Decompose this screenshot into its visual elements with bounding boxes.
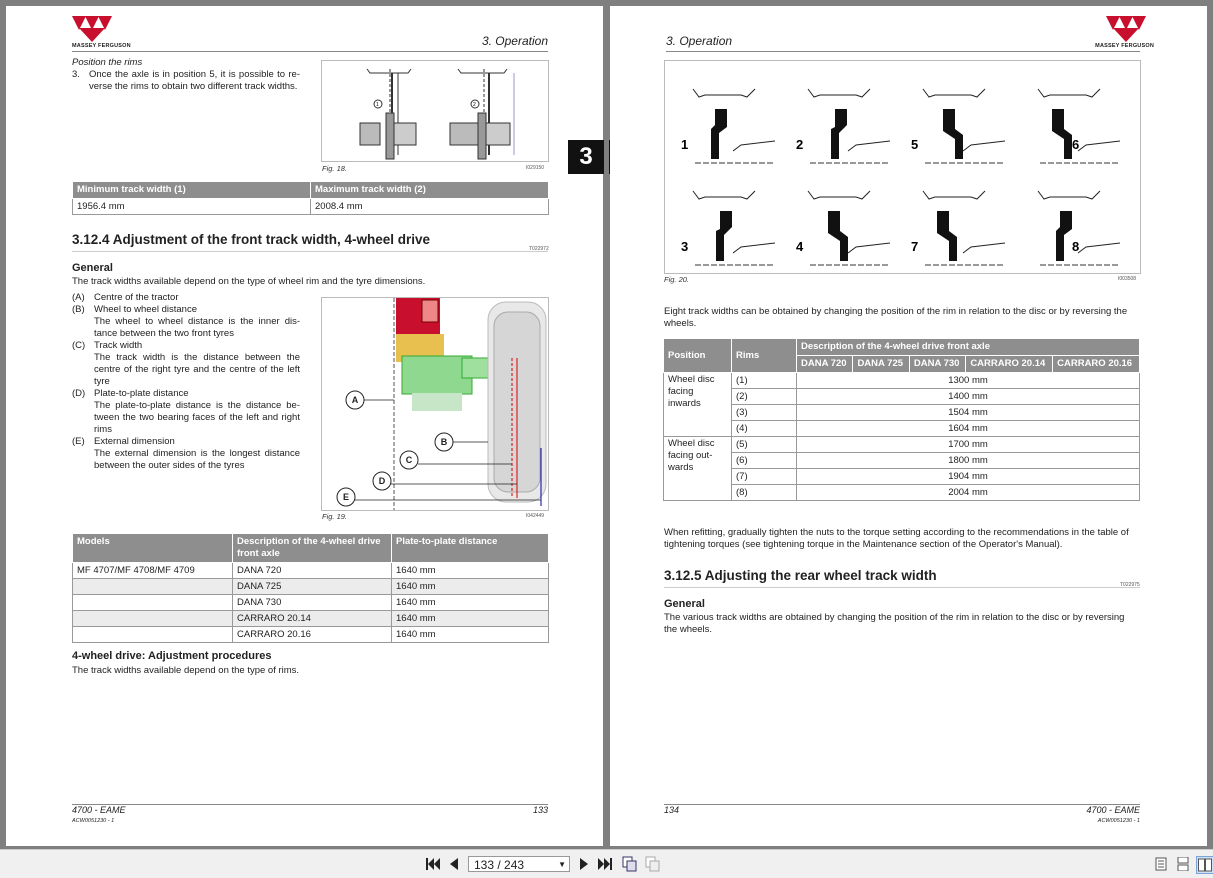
legend-term: Centre of the tractor (94, 292, 179, 303)
cell-axle: CARRARO 20.16 (233, 627, 392, 643)
general-text: The track widths available depend on the type of wheel rim and the tyre dimensions. (72, 276, 426, 287)
footer-rule (664, 804, 1140, 805)
rim-position-label: 7 (911, 239, 919, 254)
header-dana-725: DANA 725 (853, 356, 909, 373)
header-dana-720: DANA 720 (797, 356, 853, 373)
page-133 (6, 6, 603, 846)
last-page-button[interactable] (597, 856, 613, 872)
header-min-track: Minimum track width (1) (73, 182, 311, 199)
legend-item (72, 304, 300, 316)
cell-track: 1700 mm (797, 437, 1140, 453)
cell-axle: DANA 725 (233, 579, 392, 595)
header-rims: Rims (732, 339, 797, 373)
legend-term: Plate-to-plate distance (94, 388, 189, 399)
first-page-button[interactable] (425, 856, 441, 872)
legend-key: (D) (72, 388, 86, 399)
table-row (664, 405, 1140, 421)
fig18-marker-2: 2 (473, 102, 476, 108)
front-axle-illustration (322, 298, 548, 510)
figure-18 (321, 60, 549, 162)
cell-model: MF 4707/MF 4708/MF 4709 (73, 563, 233, 579)
max-track-value: 2008.4 mm (311, 199, 549, 215)
fig19-label-b: B (440, 437, 448, 447)
rim-position-3 (681, 191, 775, 265)
table-row (664, 437, 1140, 453)
header-axle-description: Description of the 4-wheel drive front axle (233, 534, 392, 563)
massey-ferguson-logo (1084, 16, 1154, 49)
legend-key: (A) (72, 292, 85, 303)
general-title: General (664, 598, 705, 610)
cell-track: 1300 mm (797, 373, 1140, 389)
rim-position-1 (681, 89, 775, 163)
cell-rim: (7) (732, 469, 797, 485)
legend-desc (72, 400, 300, 436)
cell-distance: 1640 mm (392, 595, 549, 611)
fig20-id: I003508 (1118, 276, 1137, 282)
fig19-label-c: C (405, 455, 413, 465)
cell-rim: (1) (732, 373, 797, 389)
rim-position-label: 8 (1072, 239, 1080, 254)
fig19-label-d: D (378, 476, 386, 486)
rim-position-7 (911, 191, 1005, 265)
continuous-icon (1177, 857, 1189, 871)
fig18-id: I029150 (526, 165, 545, 171)
table-row (73, 199, 549, 215)
brand-name: MASSEY FERGUSON (72, 43, 131, 49)
copy-icon (622, 856, 638, 872)
general-text: The various track widths are obtained by changing the position of the rim in relation to the disc or by reversing the wheels. (664, 612, 1125, 635)
legend-desc (72, 316, 300, 340)
footer-page-number: 133 (532, 805, 548, 815)
rim-position-6 (1038, 89, 1120, 163)
section-title-3-12-5: 3.12.5 Adjusting the rear wheel track width (664, 568, 937, 583)
fig19-caption: Fig. 19. (322, 512, 348, 521)
footer-code: ACW0051230 - 1 (72, 818, 115, 824)
chevron-down-icon: ▼ (558, 860, 566, 869)
models-table (72, 533, 549, 643)
link-icon (645, 856, 661, 872)
copy-button[interactable] (622, 856, 638, 872)
prev-page-button[interactable] (446, 856, 462, 872)
cell-model (73, 579, 233, 595)
table-row (664, 469, 1140, 485)
cell-axle: DANA 720 (233, 563, 392, 579)
legend-key: (E) (72, 436, 85, 447)
section-id: T022975 (1120, 582, 1140, 588)
intro-text: Eight track widths can be obtained by changing the position of the rim in relation to the disc or by reversing the wheels. (664, 306, 1128, 329)
cell-distance: 1640 mm (392, 563, 549, 579)
legend-description: The wheel to wheel distance is the inner dis-tance between the two front tyres (94, 316, 300, 339)
table-row (664, 389, 1140, 405)
rim-position-4 (796, 191, 890, 265)
header-models: Models (73, 534, 233, 563)
track-width-table (72, 181, 549, 215)
fig18-caption: Fig. 18. (322, 164, 348, 173)
rim-position-label: 6 (1072, 137, 1080, 152)
section-title-3-12-4: 3.12.4 Adjustment of the front track width, 4-wheel drive (72, 232, 431, 247)
header-max-track: Maximum track width (2) (311, 182, 549, 199)
footer-rule (72, 804, 548, 805)
link-button[interactable] (645, 856, 661, 872)
legend-description: The external dimension is the longest distance between the outer sides of the tyres (94, 448, 300, 471)
chapter-title: 3. Operation (481, 34, 548, 48)
rim-position-label: 4 (796, 239, 804, 254)
legend-item (72, 436, 300, 448)
section-id: T022972 (529, 246, 549, 252)
group-outwards: Wheel disc facing out-wards (664, 437, 732, 501)
min-track-value: 1956.4 mm (73, 199, 311, 215)
table-header-row (73, 534, 549, 563)
cell-distance: 1640 mm (392, 579, 549, 595)
two-page-icon (1198, 858, 1212, 872)
fig18-marker-1: 1 (376, 102, 379, 108)
two-page-view-button[interactable] (1196, 856, 1213, 874)
header-axle-group: Description of the 4-wheel drive front axle (797, 339, 1140, 356)
continuous-view-button[interactable] (1175, 856, 1191, 872)
mf-triple-triangle-icon (72, 16, 112, 42)
fig20-caption: Fig. 20. (664, 275, 690, 284)
legend-term: External dimension (94, 436, 175, 447)
next-page-icon (579, 858, 589, 870)
table-row (664, 485, 1140, 501)
header-carraro-20-14: CARRARO 20.14 (966, 356, 1053, 373)
cell-rim: (3) (732, 405, 797, 421)
single-page-view-button[interactable] (1153, 856, 1169, 872)
dimension-legend (72, 292, 300, 472)
table-header-row (664, 339, 1140, 356)
table-row (73, 611, 549, 627)
cell-track: 1400 mm (797, 389, 1140, 405)
table-row (73, 579, 549, 595)
legend-key: (B) (72, 304, 85, 315)
section-rule (664, 587, 1140, 588)
cell-rim: (4) (732, 421, 797, 437)
cell-track: 1604 mm (797, 421, 1140, 437)
cell-axle: DANA 730 (233, 595, 392, 611)
cell-model (73, 611, 233, 627)
fig19-label-a: A (351, 395, 359, 405)
legend-desc (72, 448, 300, 472)
legend-term: Track width (94, 340, 143, 351)
rim-position-label: 3 (681, 239, 689, 254)
footer-code: ACW0051230 - 1 (1097, 818, 1140, 824)
rim-diagram-illustration (322, 61, 548, 161)
step-3 (72, 69, 300, 93)
header-carraro-20-16: CARRARO 20.16 (1053, 356, 1140, 373)
header-dana-730: DANA 730 (909, 356, 965, 373)
cell-track: 2004 mm (797, 485, 1140, 501)
refit-text: When refitting, gradually tighten the nuts to the torque setting according to the recommendations in the table of tightening torques (see tightening torque in the Maintenance section of the Operator's Manual). (664, 527, 1129, 550)
intro-title: Position the rims (72, 57, 143, 68)
rim-position-8 (1038, 191, 1120, 265)
first-page-icon (426, 858, 440, 870)
table-row (73, 563, 549, 579)
legend-desc (72, 352, 300, 388)
cell-rim: (8) (732, 485, 797, 501)
rim-position-2 (796, 89, 890, 163)
fig19-label-e: E (342, 492, 350, 502)
cell-track: 1800 mm (797, 453, 1140, 469)
footer-page-number: 134 (664, 805, 680, 815)
cell-rim: (6) (732, 453, 797, 469)
table-header-row (73, 182, 549, 199)
table-row (664, 453, 1140, 469)
procedures-text: The track widths available depend on the type of rims. (72, 665, 300, 676)
last-page-icon (598, 858, 612, 870)
header-position: Position (664, 339, 732, 373)
table-row (664, 373, 1140, 389)
cell-rim: (2) (732, 389, 797, 405)
prev-page-icon (449, 858, 459, 870)
page-number-input[interactable] (468, 856, 570, 872)
general-title: General (72, 262, 113, 274)
step-text: Once the axle is in position 5, it is possible to re-verse the rims to obtain two different track widths. (89, 69, 300, 92)
page-134 (610, 6, 1207, 846)
cell-model (73, 627, 233, 643)
table-row (664, 421, 1140, 437)
legend-term: Wheel to wheel distance (94, 304, 197, 315)
legend-item (72, 292, 300, 304)
cell-track: 1904 mm (797, 469, 1140, 485)
rim-position-5 (911, 89, 1005, 163)
header-rule (72, 51, 548, 52)
legend-item (72, 340, 300, 352)
cell-model (73, 595, 233, 611)
footer-model: 4700 - EAME (72, 805, 126, 815)
chapter-title: 3. Operation (666, 34, 733, 48)
legend-item (72, 388, 300, 400)
procedures-title: 4-wheel drive: Adjustment procedures (72, 650, 272, 662)
fig19-id: I042449 (526, 513, 545, 519)
legend-key: (C) (72, 340, 86, 351)
legend-description: The plate-to-plate distance is the distance be-tween the two bearing faces of the left and right rims (94, 400, 300, 435)
rim-position-label: 5 (911, 137, 919, 152)
viewer-toolbar (0, 849, 1213, 878)
legend-description: The track width is the distance between the centre of the right tyre and the centre of the left tyre (94, 352, 300, 387)
axle-track-table (663, 338, 1140, 501)
massey-ferguson-logo (72, 16, 142, 49)
page-indicator: 133 / 243 (474, 858, 525, 872)
section-rule (72, 251, 548, 252)
cell-distance: 1640 mm (392, 627, 549, 643)
rim-position-label: 1 (681, 137, 689, 152)
rim-positions-illustration (665, 61, 1140, 273)
brand-name: MASSEY FERGUSON (1095, 43, 1154, 49)
rim-position-label: 2 (796, 137, 804, 152)
cell-distance: 1640 mm (392, 611, 549, 627)
group-inwards: Wheel disc facing inwards (664, 373, 732, 437)
footer-model: 4700 - EAME (1086, 805, 1140, 815)
table-row (73, 595, 549, 611)
cell-axle: CARRARO 20.14 (233, 611, 392, 627)
table-row (73, 627, 549, 643)
mf-triple-triangle-icon (1106, 16, 1146, 42)
chapter-tab-left: 3 (568, 140, 604, 174)
cell-rim: (5) (732, 437, 797, 453)
header-rule (666, 51, 1140, 52)
header-plate-distance: Plate-to-plate distance (392, 534, 549, 563)
step-number: 3. (72, 69, 80, 80)
next-page-button[interactable] (576, 856, 592, 872)
cell-track: 1504 mm (797, 405, 1140, 421)
single-page-icon (1155, 857, 1167, 871)
figure-20 (664, 60, 1141, 274)
figure-19 (321, 297, 549, 511)
